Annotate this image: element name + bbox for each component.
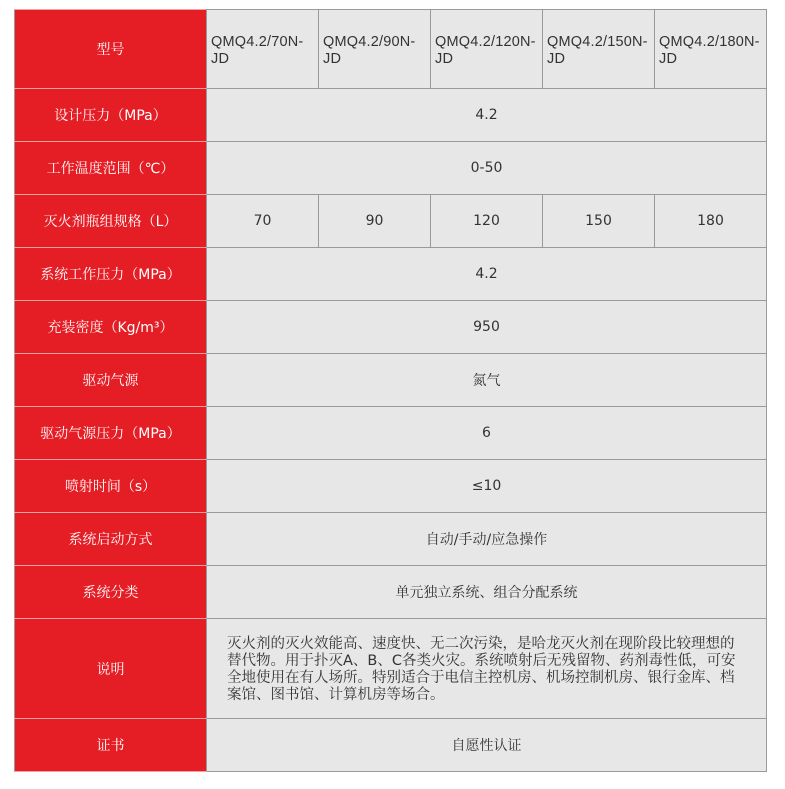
cylinder-spec-cell: 90 [319, 195, 431, 248]
row-certificate [15, 719, 767, 772]
row-start-mode [15, 513, 767, 566]
model-cell: QMQ4.2/90N-JD [319, 10, 431, 89]
cylinder-spec-cell: 70 [207, 195, 319, 248]
row-system-pressure [15, 248, 767, 301]
system-pressure-value: 4.2 [207, 248, 767, 301]
classification-label: 系统分类 [15, 566, 207, 619]
drive-pressure-value: 6 [207, 407, 767, 460]
row-model [15, 10, 767, 89]
temp-range-value: 0-50 [207, 142, 767, 195]
model-cell: QMQ4.2/120N-JD [431, 10, 543, 89]
drive-pressure-label: 驱动气源压力（MPa） [15, 407, 207, 460]
cylinder-spec-cell: 120 [431, 195, 543, 248]
row-temp-range [15, 142, 767, 195]
row-drive-source [15, 354, 767, 407]
fill-density-value: 950 [207, 301, 767, 354]
start-mode-value: 自动/手动/应急操作 [207, 513, 767, 566]
design-pressure-label: 设计压力（MPa） [15, 89, 207, 142]
spray-time-label: 喷射时间（s） [15, 460, 207, 513]
classification-value: 单元独立系统、组合分配系统 [207, 566, 767, 619]
fill-density-label: 充装密度（Kg/m³） [15, 301, 207, 354]
model-label: 型号 [15, 10, 207, 89]
certificate-label: 证书 [15, 719, 207, 772]
cylinder-spec-cell: 150 [543, 195, 655, 248]
drive-source-label: 驱动气源 [15, 354, 207, 407]
description-value: 灭火剂的灭火效能高、速度快、无二次污染，是哈龙灭火剂在现阶段比较理想的替代物。用于扑灭A、B、C各类火灾。系统喷射后无残留物、药剂毒性低，可安全地使用在有人场所。特别适合于电信主控机房、机场控制机房、银行金库、档案馆、图书馆、计算机房等场合。 [207, 619, 767, 719]
row-description [15, 619, 767, 719]
cylinder-spec-cell: 180 [655, 195, 767, 248]
row-spray-time [15, 460, 767, 513]
temp-range-label: 工作温度范围（℃） [15, 142, 207, 195]
design-pressure-value: 4.2 [207, 89, 767, 142]
model-cell: QMQ4.2/180N-JD [655, 10, 767, 89]
spray-time-value: ≤10 [207, 460, 767, 513]
row-fill-density [15, 301, 767, 354]
certificate-value: 自愿性认证 [207, 719, 767, 772]
model-cell: QMQ4.2/150N-JD [543, 10, 655, 89]
row-classification [15, 566, 767, 619]
description-label: 说明 [15, 619, 207, 719]
system-pressure-label: 系统工作压力（MPa） [15, 248, 207, 301]
spec-table [14, 9, 767, 772]
drive-source-value: 氮气 [207, 354, 767, 407]
row-design-pressure [15, 89, 767, 142]
cylinder-spec-label: 灭火剂瓶组规格（L） [15, 195, 207, 248]
row-cylinder-spec [15, 195, 767, 248]
start-mode-label: 系统启动方式 [15, 513, 207, 566]
model-cell: QMQ4.2/70N-JD [207, 10, 319, 89]
row-drive-pressure [15, 407, 767, 460]
